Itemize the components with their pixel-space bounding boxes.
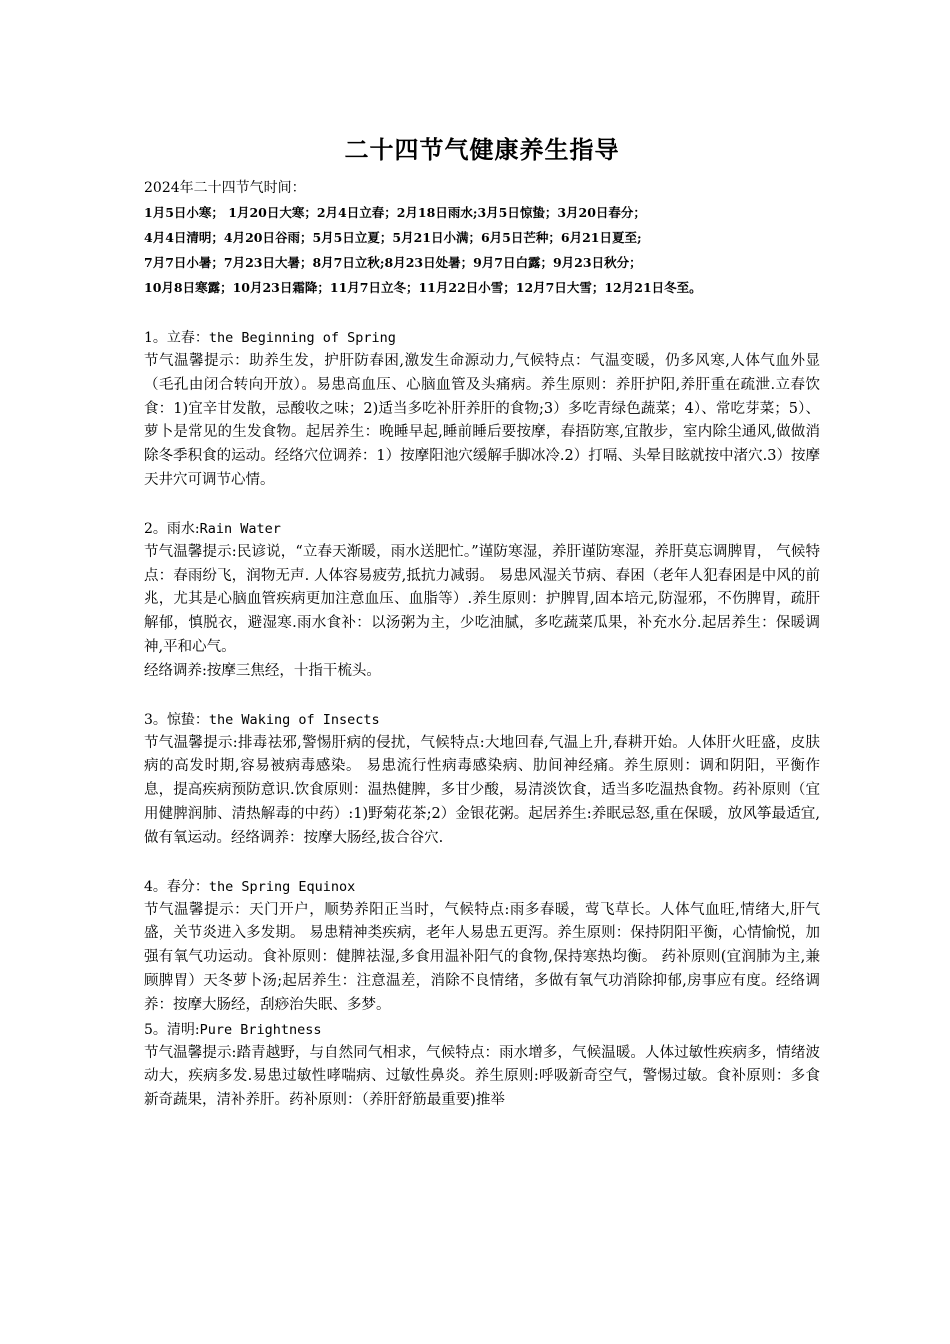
section-heading bbox=[144, 326, 820, 350]
date-line-2: 4月4日清明；4月20日谷雨；5月5日立夏；5月21日小满；6月5日芒种；6月21日夏至; bbox=[144, 230, 642, 245]
section-heading-en: Rain Water bbox=[199, 520, 281, 537]
section-heading-cn: 2。雨水: bbox=[144, 520, 200, 537]
section-heading-en: Pure Brightness bbox=[199, 1021, 322, 1038]
section-qingming bbox=[144, 1018, 820, 1113]
solar-terms-year-line: 2024年二十四节气时间： bbox=[144, 180, 306, 196]
date-line-1: 1月5日小寒； 1月20日大寒；2月4日立春；2月18日雨水;3月5日惊蛰；3月20日春分； bbox=[144, 205, 646, 220]
section-paragraph: 节气温馨提示：助养生发，护肝防春困,激发生命源动力,气候特点：气温变暖，仍多风寒,人体气血外显（毛孔由闭合转向开放）。易患高血压、心脑血管及头痛病。养生原则：养肝护阳,养肝重在疏泄.立春饮食：1)宜辛甘发散，忌酸收之味；2)适当多吃补肝养肝的食物;3）多吃青绿色蔬菜；4）、常吃芽菜；5）、萝卜是常见的生发食物。起居养生：晚睡早起,睡前睡后要按摩，春捂防寒,宜散步，室内除尘通风,做做消除冬季积食的运动。经络穴位调养：1）按摩阳池穴缓解手脚冰冷.2）打嗝、头晕目眩就按中渚穴.3）按摩天井穴可调节心情。 bbox=[144, 353, 820, 488]
section-heading-cn: 1。立春： bbox=[144, 330, 209, 346]
section-heading bbox=[144, 1018, 820, 1042]
document-title: 二十四节气健康养生指导 bbox=[344, 135, 620, 164]
section-jingzhe bbox=[144, 708, 820, 851]
document-page bbox=[144, 130, 820, 1113]
section-heading-cn: 4。春分： bbox=[144, 878, 209, 895]
section-paragraph: 节气温馨提示:踏青越野，与自然同气相求，气候特点：雨水增多，气候温暖。人体过敏性疾病多，情绪波动大，疾病多发.易患过敏性哮喘病、过敏性鼻炎。养生原则:呼吸新奇空气，警惕过敏。食补原则：多食新奇蔬果，清补养肝。药补原则：（养肝舒筋最重要)推举 bbox=[144, 1044, 820, 1109]
date-line-3: 7月7日小暑；7月23日大暑；8月7日立秋;8月23日处暑；9月7日白露；9月23日秋分； bbox=[144, 255, 642, 270]
section-heading bbox=[144, 708, 820, 732]
section-heading-en: the Beginning of Spring bbox=[208, 330, 396, 346]
section-paragraph: 节气温馨提示：天门开户，顺势养阳正当时，气候特点:雨多春暖，莺飞草长。人体气血旺,情绪大,肝气盛，关节炎进入多发期。 易患精神类疾病，老年人易患五更泻。养生原则：保持阴阳平衡，心情愉悦，加强有氧气功运动。食补原则：健脾祛湿,多食用温补阳气的食物,保持寒热均衡。 药补原则(宜润肺为主,兼顾脾胃）天冬萝卜汤;起居养生：注意温差，消除不良情绪，多做有氧气功消除抑郁,房事应有度。经络调养：按摩大肠经，刮痧治失眠、多梦。 bbox=[144, 901, 820, 1013]
section-body bbox=[144, 541, 820, 684]
section-body bbox=[144, 350, 820, 493]
section-heading-en: the Spring Equinox bbox=[208, 878, 356, 895]
section-heading-cn: 3。惊蛰： bbox=[144, 711, 209, 728]
section-body bbox=[144, 732, 820, 851]
solar-terms-date-list bbox=[144, 200, 820, 300]
section-paragraph: 节气温馨提示:排毒祛邪,警惕肝病的侵扰，气候特点:大地回春,气温上升,春耕开始。人体肝火旺盛，皮肤病的高发时期,容易被病毒感染。 易患流行性病毒感染病、肋间神经痛。养生原则：调和阴阳，平衡作息，提高疾病预防意识.饮食原则：温热健脾，多甘少酸，易清淡饮食，适当多吃温热食物。药补原则（宜用健脾润肺、清热解毒的中药）:1)野菊花茶;2）金银花粥。起居养生:养眠忌怒,重在保暖，放风筝最适宜,做有氧运动。经络调养：按摩大肠经,拔合谷穴. bbox=[144, 734, 820, 846]
section-heading-cn: 5。清明: bbox=[144, 1021, 200, 1038]
section-paragraph: 经络调养:按摩三焦经，十指干梳头。 bbox=[144, 662, 381, 679]
section-heading bbox=[144, 517, 820, 541]
date-line-4: 10月8日寒露；10月23日霜降；11月7日立冬；11月22日小雪；12月7日大雪；12月21日冬至。 bbox=[144, 280, 702, 295]
section-body bbox=[144, 1042, 820, 1113]
section-heading-en: the Waking of Insects bbox=[208, 711, 380, 728]
section-lichun bbox=[144, 326, 820, 493]
section-heading bbox=[144, 875, 820, 899]
section-paragraph: 节气温馨提示:民谚说，“立春天渐暖，雨水送肥忙。”谨防寒湿，养肝谨防寒湿，养肝莫忘调脾胃， 气候特点：春雨纷飞，润物无声. 人体容易疲劳,抵抗力减弱。 易患风湿关节病、春困（老年人犯春困是中风的前兆，尤其是心脑血管疾病更加注意血压、血脂等）.养生原则：护脾胃,固本培元,防湿邪，不伤脾胃，疏肝解郁，慎脱衣，避湿寒.雨水食补：以汤粥为主，少吃油腻，多吃蔬菜瓜果，补充水分.起居养生：保暖调神,平和心气。 bbox=[144, 543, 820, 655]
section-body bbox=[144, 899, 820, 1018]
section-yushui bbox=[144, 517, 820, 684]
section-chunfen bbox=[144, 875, 820, 1018]
